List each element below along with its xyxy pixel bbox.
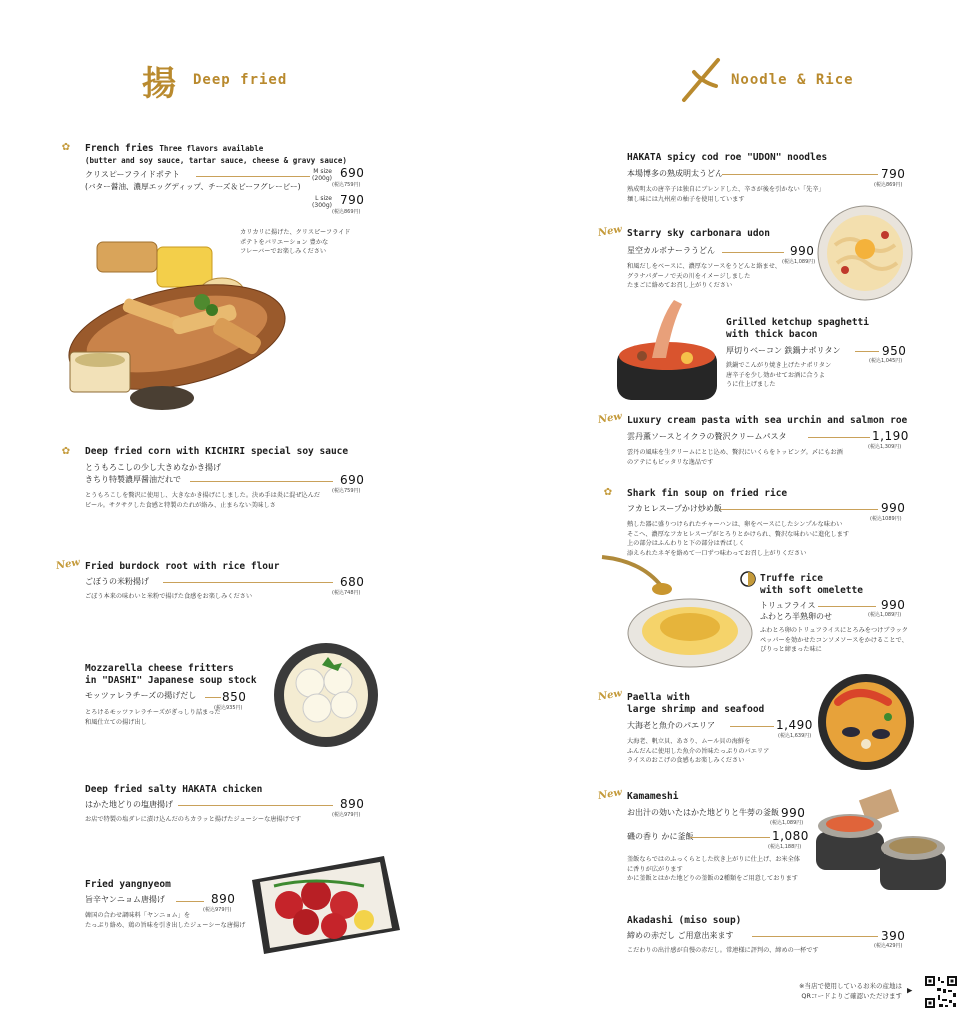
new-badge: New xyxy=(597,223,623,240)
menu-item-jp-sub: ふわとろ半熟卵のせ xyxy=(760,612,832,621)
leader-line xyxy=(808,437,870,438)
price: 680 xyxy=(340,575,365,589)
leader-line xyxy=(190,481,333,482)
price: 390 xyxy=(881,929,906,943)
flower-icon: ✿ xyxy=(604,484,612,499)
tax-price: (税込748円) xyxy=(332,590,361,596)
menu-item-name: Shark fin soup on fried rice xyxy=(627,488,788,499)
price: 1,190 xyxy=(872,429,909,443)
leader-line xyxy=(196,176,310,177)
tax-price: (税込1,089円) xyxy=(782,259,816,265)
tax-price: (税込1089円) xyxy=(870,516,902,522)
price: 990 xyxy=(881,501,906,515)
price: 1,080 xyxy=(772,829,809,843)
flower-icon: ✿ xyxy=(62,139,70,154)
flower-icon: ✿ xyxy=(62,443,70,458)
menu-item-name: Deep fried salty HAKATA chicken xyxy=(85,784,263,795)
menu-item-name: HAKATA spicy cod roe "UDON" noodles xyxy=(627,152,828,163)
menu-item-jp-name: 締めの赤だし ご用意出来ます xyxy=(627,931,734,940)
leader-line xyxy=(722,252,784,253)
menu-item-description: こだわりの出汁感が自慢の赤だし。常連様に評判の、締めの一杯です xyxy=(627,947,819,954)
tax-price: (税込979円) xyxy=(203,907,232,913)
new-badge: New xyxy=(597,786,623,803)
menu-item-name-sub: in "DASHI" Japanese soup stock xyxy=(85,675,257,686)
kamameshi-pots-illustration xyxy=(812,782,952,894)
menu-item-jp-name: お出汁の効いたはかた地どりと牛蒡の釜飯 xyxy=(627,808,779,817)
menu-item-name: Fried yangnyeom xyxy=(85,879,171,890)
menu-item-description: 鉄鍋でこんがり焼き上げたナポリタン 唐辛子を少し効かせてお酒に合うよ うに仕上げました xyxy=(726,362,832,388)
price: 950 xyxy=(882,344,907,358)
menu-item-name: Fried burdock root with rice flour xyxy=(85,561,280,572)
price: 690 xyxy=(340,473,365,487)
menu-item-description: 大海老、帆立貝、あさり、ムール貝の海鮮を ふんだんに使用した魚介の旨味たっぷりのパエリア ライスのおこげの食感もお楽しみください xyxy=(627,738,770,764)
menu-item-jp-name: 厚切りベーコン 鉄鍋ナポリタン xyxy=(726,346,841,355)
tax-price: (税込1,309円) xyxy=(868,444,902,450)
menu-item-jp-name: 旨辛ヤンニョム唐揚げ xyxy=(85,895,165,904)
menu-item-description: 熟成明太の唐辛子は独自にブレンドした、辛さが後を引かない「先辛」 麺し味には九州産の柚子を使用しています xyxy=(627,186,825,203)
menu-item-name: Deep fried corn with KICHIRI special soy sauce xyxy=(85,446,349,457)
truffle-icon xyxy=(740,571,756,587)
menu-item-description: とうもろこしを贅沢に使用し、大きなかき揚げにしました。決め手は炎に混ぜ込んだ ビール。サクサクした食感と特製のたれが絡み、止まらない美味しさ xyxy=(85,492,321,509)
leader-line xyxy=(855,351,879,352)
menu-item-description: 和風だしをベースに、濃厚なソースをうどんと絡ませ、 グラナパダーノで天の川をイメージしました たまごに絡めてお召し上がりください xyxy=(627,263,781,289)
leader-line xyxy=(690,837,770,838)
tax-price: (税込759円) xyxy=(332,182,361,188)
menu-item-name: Luxury cream pasta with sea urchin and salmon roe xyxy=(627,415,908,426)
menu-item-jp-name: 星空カルボナーラうどん xyxy=(627,246,715,255)
menu-item-name-sub: (butter and soy sauce, tartar sauce, cheese & gravy sauce) xyxy=(85,156,347,165)
menu-item-description: お店で特製の塩ダレに漬け込んだのちカラッと揚げたジューシーな唐揚げです xyxy=(85,816,302,823)
menu-item-jp-name: はかた地どりの塩唐揚げ xyxy=(85,800,173,809)
carbonara-udon-illustration xyxy=(815,205,915,301)
menu-item-description: ふわとろ卵のトリュフライスにとろみをつけブラック ペッパーを効かせたコンソメソースをかけることで、 ぴりっと締まった味に xyxy=(760,627,908,653)
menu-item-name: Akadashi (miso soup) xyxy=(627,915,742,926)
price: 990 xyxy=(790,244,815,258)
leader-line xyxy=(176,901,204,902)
tax-price: (税込869円) xyxy=(332,209,361,215)
new-badge: New xyxy=(597,410,623,427)
price: 990 xyxy=(881,598,906,612)
mozzarella-fritters-illustration xyxy=(272,643,380,748)
tax-price: (税込1,188円) xyxy=(768,844,802,850)
menu-item-description: 雲丹の風味を生クリームにとじ込め、贅沢にいくらをトッピング。〆にもお酒 のアテにもピッタリな逸品です xyxy=(627,449,843,466)
truffle-rice-omelette-illustration xyxy=(600,553,756,671)
qr-note: ※当店で使用しているお米の産地は QRコードよりご確認いただけます xyxy=(799,982,902,1000)
menu-item-name: Truffe rice xyxy=(760,573,823,584)
menu-item-jp-sub: きちり特製濃厚醤油だれで xyxy=(85,475,181,484)
menu-item-name: Starry sky carbonara udon xyxy=(627,228,770,239)
tax-price: (税込1,045円) xyxy=(869,358,903,364)
price: 790 xyxy=(340,193,365,207)
noodle-chopsticks-mark xyxy=(680,56,724,104)
qr-code[interactable] xyxy=(924,975,958,1009)
menu-item-description: とろけるモッツァレラチーズがぎっしり詰まった 和風仕立ての揚げ出し xyxy=(85,709,221,726)
leader-line xyxy=(752,936,878,937)
leader-line xyxy=(730,726,774,727)
leader-line xyxy=(720,509,878,510)
tax-price: (税込1,089円) xyxy=(770,820,804,826)
menu-item-jp-sub: (バター醤油、濃厚エッグディップ、チーズ＆ビーフグレービー) xyxy=(85,182,301,191)
menu-item-jp-name: モッツァレラチーズの揚げだし xyxy=(85,691,197,700)
size-label: L size (300g) xyxy=(312,195,332,209)
menu-item-name: French fries Three flavors available xyxy=(85,143,264,154)
leader-line xyxy=(722,174,878,175)
tax-price: (税込1,639円) xyxy=(778,733,812,739)
menu-item-description: 韓国の合わせ調味料「ヤンニョム」を たっぷり絡め、鶏の旨味を引き出したジューシーな唐揚げ xyxy=(85,912,246,929)
deep-fried-kanji-logo: 揚 xyxy=(142,64,176,104)
leader-line xyxy=(163,582,333,583)
arrow-right-icon: ▶ xyxy=(907,986,913,996)
price: 1,490 xyxy=(776,718,813,732)
menu-item-name: Grilled ketchup spaghetti xyxy=(726,317,869,328)
menu-item-description: ごぼう本来の味わいと米粉で揚げた食感をお楽しみください xyxy=(85,593,253,600)
section-title-noodle-rice: Noodle & Rice xyxy=(731,72,854,88)
napolitan-skillet-illustration xyxy=(612,298,724,408)
menu-item-jp-name: 本場博多の熟成明太うどん xyxy=(627,169,723,178)
price: 990 xyxy=(781,806,806,820)
menu-item-jp-name: トリュフライス xyxy=(760,601,816,610)
price: 690 xyxy=(340,166,365,180)
tax-price: (税込429円) xyxy=(874,943,903,949)
tax-price: (税込869円) xyxy=(874,182,903,188)
tax-price: (税込759円) xyxy=(332,488,361,494)
tax-price: (税込935円) xyxy=(214,705,243,711)
menu-item-jp-name: フカヒレスープかけ炒め飯 xyxy=(627,504,722,513)
menu-item-jp-name: 雲丹薫ソースとイクラの贅沢クリームパスタ xyxy=(627,432,787,441)
tax-price: (税込979円) xyxy=(332,812,361,818)
leader-line xyxy=(178,805,333,806)
menu-item-description: 釜飯ならではのふっくらとした炊き上がりに仕上げ、お米全体 に香りが広がります かに釜飯とはかた地どりの釜飯の2種類をご用意しております xyxy=(627,856,800,882)
menu-item-description: カリカリに揚げた、クリスピーフライド ポテトをバリエーション 豊かな フレーバーでお楽しみください xyxy=(240,229,351,255)
paella-illustration xyxy=(816,672,916,772)
menu-item-name-sub: with thick bacon xyxy=(726,329,818,340)
menu-item-name: Kamameshi xyxy=(627,791,679,802)
menu-item-jp-name: クリスピーフライドポテト xyxy=(85,170,180,179)
french-fries-illustration xyxy=(62,212,312,417)
leader-line xyxy=(205,697,221,698)
price: 890 xyxy=(211,892,236,906)
menu-item-name-sub: large shrimp and seafood xyxy=(627,704,765,715)
menu-item-jp-name: 大海老と魚介のパエリア xyxy=(627,721,715,730)
price: 790 xyxy=(881,167,906,181)
size-label: M size (200g) xyxy=(312,168,332,182)
menu-item-description: 熱した器に盛りつけられたチャーハンは、卵をベースにしたシンプルな味わい そこへ、濃厚なフカヒレスープがとろりとかけられ、贅沢な味わいに進化します 上の部分はふんわりと下の部分は香ばしく 添えられたネギを絡めて一口ずつ味わってお召し上がりください xyxy=(627,521,850,557)
section-title-deep-fried: Deep fried xyxy=(193,72,288,88)
menu-item-jp-name: とうもろこしの少し大きめなかき揚げ xyxy=(85,463,221,472)
price: 890 xyxy=(340,797,365,811)
menu-item-jp-name-b: 磯の香り かに釜飯 xyxy=(627,832,694,841)
new-badge: New xyxy=(597,687,623,704)
price: 850 xyxy=(222,690,247,704)
yangnyeom-chicken-illustration xyxy=(244,850,404,960)
menu-item-name-sub: with soft omelette xyxy=(760,585,863,596)
menu-item-name: Mozzarella cheese fritters xyxy=(85,663,234,674)
tax-price: (税込1,089円) xyxy=(868,612,902,618)
leader-line xyxy=(818,606,876,607)
menu-item-jp-name: ごぼうの米粉揚げ xyxy=(85,577,149,586)
menu-item-name: Paella with xyxy=(627,692,690,703)
new-badge: New xyxy=(55,556,81,573)
